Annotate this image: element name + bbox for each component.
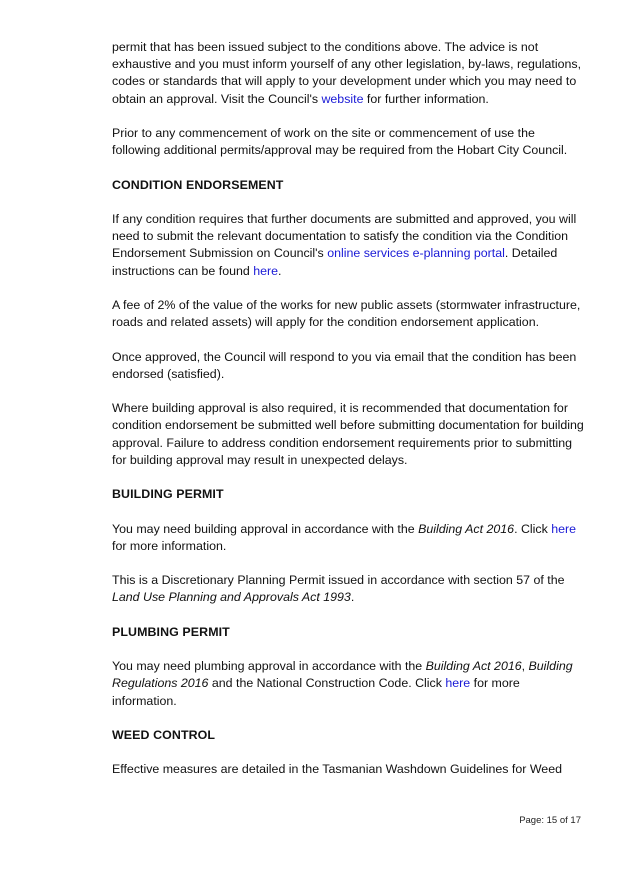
e-planning-portal-link[interactable]: online services e-planning portal — [327, 246, 505, 261]
condition-endorsement-paragraph-4: Where building approval is also required, it is recommended that documentation for condition endorsement be submitted well before submitting documentation for building approval. Failure to address condition endorsement requirements prior to submitting for building approval may result in unexpected delays. — [112, 401, 584, 467]
plumbing-permit-heading: PLUMBING PERMIT — [112, 624, 230, 639]
plumbing-info-here-link[interactable]: here — [445, 676, 471, 691]
condition-endorsement-paragraph-1: If any condition requires that further documents are submitted and approved, you will need to submit the relevant documentation to satisfy the condition via the Condition Endorsement Submission on Council's online services e-planning portal. Detailed instructions can be found here. — [112, 211, 577, 278]
weed-control-heading: WEED CONTROL — [112, 727, 216, 742]
building-permit-paragraph-2: This is a Discretionary Planning Permit issued in accordance with section 57 of the Land Use Planning and Approvals Act 1993. — [112, 573, 565, 605]
intro-paragraph-1: permit that has been issued subject to the conditions above. The advice is not exhaustive and you must inform yourself of any other legislation, by-laws, regulations, codes or standards that will apply to your development under which you may need to obtain an approval. Visit the Council's website for further information. — [112, 40, 582, 106]
building-permit-paragraph-1: You may need building approval in accordance with the Building Act 2016. Click here for more information. — [112, 521, 577, 553]
instructions-here-link[interactable]: here — [253, 263, 279, 278]
intro-paragraph-2: Prior to any commencement of work on the site or commencement of use the following additional permits/approval may be required from the Hobart City Council. — [112, 126, 568, 158]
website-link[interactable]: website — [321, 91, 364, 106]
page-number: Page: 15 of 17 — [519, 815, 581, 826]
weed-control-paragraph-1: Effective measures are detailed in the Tasmanian Washdown Guidelines for Weed — [112, 762, 562, 777]
plumbing-permit-paragraph-1: You may need plumbing approval in accordance with the Building Act 2016, Building Regulations 2016 and the National Construction Code. Click here for more information. — [112, 659, 573, 708]
building-info-here-link[interactable]: here — [551, 521, 577, 536]
condition-endorsement-paragraph-2: A fee of 2% of the value of the works for new public assets (stormwater infrastructure, roads and related assets) will apply for the condition endorsement application. — [112, 297, 581, 330]
building-permit-heading: BUILDING PERMIT — [112, 487, 224, 502]
condition-endorsement-paragraph-3: Once approved, the Council will respond to you via email that the condition has been endorsed (satisfied). — [112, 349, 577, 381]
condition-endorsement-heading: CONDITION ENDORSEMENT — [112, 177, 284, 192]
page-content — [112, 39, 584, 796]
